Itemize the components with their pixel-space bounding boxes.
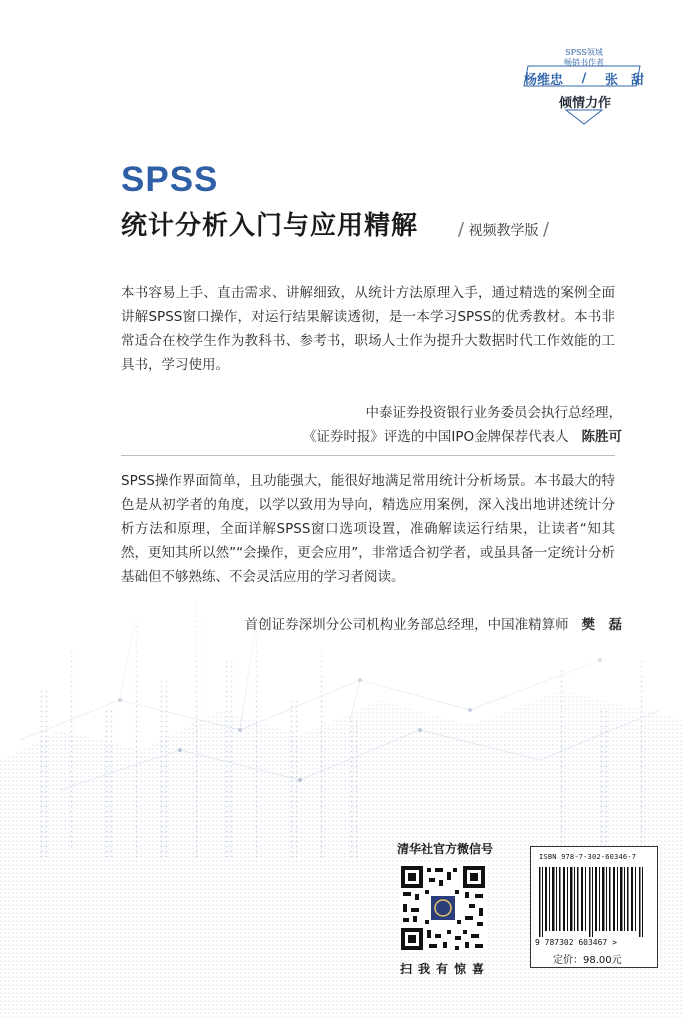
review-1-attribution-line-2 <box>303 425 622 449</box>
isbn-number: ISBN 978-7-302-60346-7 <box>539 853 637 861</box>
author-2: 张 甜 <box>604 72 644 88</box>
qr-caption: 扫我有惊喜 <box>399 962 490 976</box>
review-2-text: SPSS操作界面简单，且功能强大，能很好地满足常用统计分析场景。本书最大的特色是从初学者的角度，以学以致用为导向，精选应用案例，深入浅出地讲述统计分析方法和原理，全面详解SPSS窗口选项设置，准确解读运行结果，让读者“知其然，更知其所以然”“会操作，更会应用”，非常适合初学者，或虽具备一定统计分析基础但不够熟练、不会灵活应用的学习者阅读。 <box>121 473 615 585</box>
badge-authors <box>524 70 644 86</box>
edition-text: 视频教学版 <box>468 223 539 239</box>
author-1: 杨维忠 <box>524 72 564 88</box>
edition-label <box>458 219 549 240</box>
brand-title: SPSS <box>121 160 219 199</box>
barcode-icon <box>539 867 649 937</box>
review-1-attribution-line-1: 中泰证券投资银行业务委员会执行总经理， <box>365 405 622 421</box>
review-2-author: 樊 磊 <box>581 617 622 633</box>
barcode-digits: 9 787302 603467 > <box>535 938 617 947</box>
badge-line-1: SPSS领域 <box>565 48 603 57</box>
book-title: 统计分析入门与应用精解 <box>121 211 419 241</box>
review-2-attribution <box>245 613 622 637</box>
review-2-attribution-title: 首创证券深圳分公司机构业务部总经理，中国准精算师 <box>244 617 569 633</box>
badge-tagline: 倾情力作 <box>558 96 611 111</box>
isbn-barcode-box <box>530 846 658 968</box>
edition-slash-left: / <box>458 219 465 240</box>
review-1-text: 本书容易上手、直击需求、讲解细致，从统计方法原理入手，通过精选的案例全面讲解SPSS窗口操作，对运行结果解读透彻，是一本学习SPSS的优秀教材。本书非常适合在校学生作为教科书、参考书，职场人士作为提升大数据时代工作效能的工具书，学习使用。 <box>121 285 615 373</box>
review-1-attribution-title: 《证券时报》评选的中国IPO金牌保荐代表人 <box>302 429 569 445</box>
wechat-qr-code <box>399 864 487 952</box>
badge-line-2: 畅销书作者 <box>564 58 604 67</box>
edition-slash-right: / <box>542 219 550 240</box>
badge-subtitle <box>520 48 648 68</box>
section-divider <box>121 455 615 456</box>
review-1-author: 陈胜可 <box>581 429 622 445</box>
author-separator: / <box>581 70 587 86</box>
price-label: 定价：98.00元 <box>553 955 622 966</box>
qr-title: 清华社官方微信号 <box>396 842 493 856</box>
author-badge <box>520 48 648 128</box>
